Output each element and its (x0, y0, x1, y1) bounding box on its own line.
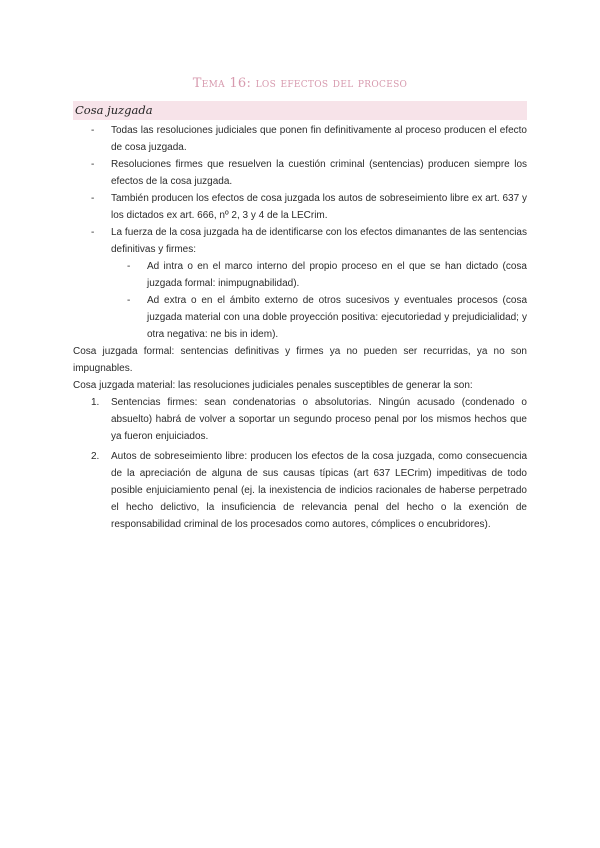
sub-bullet-list (111, 258, 527, 343)
bullet-item: - También producen los efectos de cosa juzgada los autos de sobreseimiento libre ex art. 637 y los dictados ex art. 666, nº 2, 3 y 4 de la LECrim. (111, 190, 527, 224)
numbered-item (91, 394, 527, 445)
numbered-item-text: Sentencias firmes: sean condenatorias o absolutorias. Ningún acusado (condenado o absuelto) habrá de volver a soportar un segundo proceso penal por los mismos hechos que ya fueron enjuiciados. (111, 397, 527, 442)
numbered-item-marker: 2. (91, 451, 100, 462)
paragraph-material: Cosa juzgada material: las resoluciones judiciales penales susceptibles de generar la son: (73, 380, 473, 391)
numbered-item (91, 448, 527, 533)
bullet-list (73, 122, 527, 343)
numbered-list (73, 394, 527, 533)
paragraph-formal: Cosa juzgada formal: sentencias definitivas y firmes ya no pueden ser recurridas, ya no son impugnables. (73, 346, 527, 374)
bullet-item-text: La fuerza de la cosa juzgada ha de identificarse con los efectos dimanantes de las sentencias definitivas y firmes: (111, 227, 527, 255)
numbered-item-text: Autos de sobreseimiento libre: producen los efectos de la cosa juzgada, como consecuencia de la apreciación de alguna de sus causas típicas (art 637 LECrim) impeditivas de todo posible enjuiciamiento penal (ej. la inexistencia de indicios racionales de haberse perpetrado el hecho delictivo, la insuficiencia de relevancia penal del hecho o la exención de responsabilidad criminal de los procesados como autores, cómplices o encubridores). (111, 451, 527, 530)
section-heading: Cosa juzgada (73, 101, 527, 120)
sub-bullet-item: - Ad extra o en el ámbito externo de otros sucesivos y eventuales procesos (cosa juzgada material con una doble proyección positiva: ejecutoriedad y prejudicialidad; y otra negativa: ne bis in idem). (147, 292, 527, 343)
bullet-item: - Todas las resoluciones judiciales que ponen fin definitivamente al proceso producen el efecto de cosa juzgada. (111, 122, 527, 156)
numbered-item-marker: 1. (91, 397, 100, 408)
sub-bullet-item: - Ad intra o en el marco interno del propio proceso en el que se han dictado (cosa juzgada formal: inimpugnabilidad). (147, 258, 527, 292)
bullet-item (111, 224, 527, 343)
page-title: Tema 16: los efectos del proceso (192, 76, 408, 91)
bullet-item: - Resoluciones firmes que resuelven la cuestión criminal (sentencias) producen siempre los efectos de la cosa juzgada. (111, 156, 527, 190)
document-body (73, 122, 527, 533)
